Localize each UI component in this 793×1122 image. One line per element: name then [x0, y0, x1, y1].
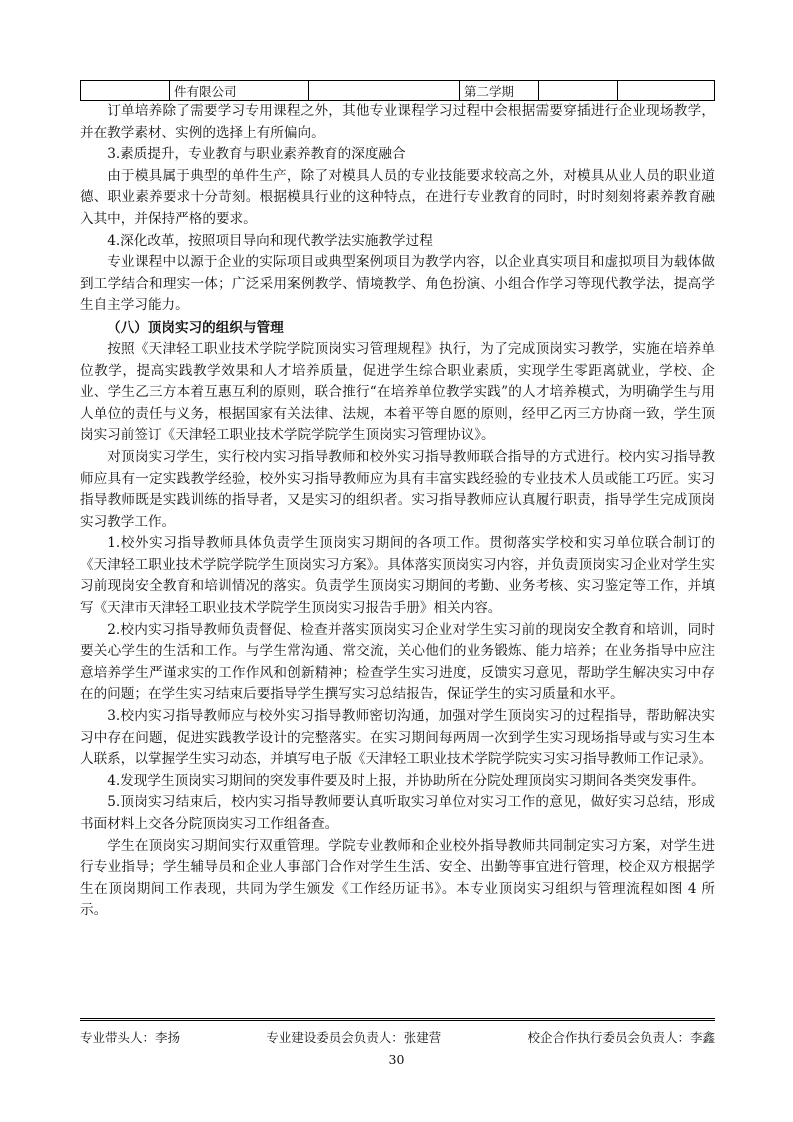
- table-cell: 第二学期: [460, 81, 539, 101]
- paragraph: 对顶岗实习学生，实行校内实习指导教师和校外实习指导教师联合指导的方式进行。校内实习指导教师应具有一定实践教学经验，校外实习指导教师应为具有丰富实践经验的专业技术人员或能工巧匠。实习指导教师既是实践训练的指导者，又是实习的组织者。实习指导教师应认真履行职责，指导学生完成顶岗实习教学工作。: [80, 448, 715, 530]
- paragraph: 1.校外实习指导教师具体负责学生顶岗实习期间的各项工作。贯彻落实学校和实习单位联合制订的《天津轻工职业技术学院学院学生顶岗实习方案》。具体落实顶岗实习内容，并负责顶岗实习企业对学生实习前现岗安全教育和培训情况的落实。负责学生顶岗实习期间的考勤、业务考核、实习鉴定等工作，并填写《天津市天津轻工职业技术学院学生顶岗实习报告手册》相关内容。: [80, 535, 715, 617]
- table-cell: 件有限公司: [170, 81, 309, 101]
- footer-leader: 专业带头人：李扬: [80, 1030, 181, 1045]
- section-heading: （八）顶岗实习的组织与管理: [107, 319, 284, 336]
- footer-divider: [80, 1018, 715, 1021]
- page-number: 30: [388, 1052, 405, 1067]
- paragraph: 4.发现学生顶岗实习期间的突发事件要及时上报，并协助所在分院处理顶岗实习期间各类突发事件。: [107, 772, 705, 789]
- paragraph: 3.素质提升，专业教育与职业素养教育的深度融合: [107, 146, 406, 163]
- paragraph: 订单培养除了需要学习专用课程之外，其他专业课程学习过程中会根据需要穿插进行企业现场教学，并在教学素材、实例的选择上有所偏向。: [80, 103, 715, 141]
- footer-signatures: [80, 1028, 715, 1046]
- paragraph: 3.校内实习指导教师应与校外实习指导教师密切沟通，加强对学生顶岗实习的过程指导，帮助解决实习中存在问题，促进实践教学设计的完整落实。在实习期间每两周一次到学生实习现场指导或与实习生本人联系，以掌握学生实习动态，并填写电子版《天津轻工职业技术学院学院实习实习指导教师工作记录》。: [80, 708, 715, 768]
- body-text: [80, 101, 715, 922]
- paragraph: 由于模具属于典型的单件生产，除了对模具人员的专业技能要求较高之外，对模具从业人员的职业道德、职业素养要求十分苛刻。根据模具行业的这种特点，在进行专业教育的同时，时时刻刻将素养教育融入其中，并保持严格的要求。: [80, 167, 715, 227]
- paragraph: 4.深化改革，按照项目导向和现代教学法实施教学过程: [107, 232, 433, 249]
- table-cell: [81, 81, 170, 101]
- paragraph: 按照《天津轻工职业技术学院学院顶岗实习管理规程》执行，为了完成顶岗实习教学，实施在培养单位教学，提高实践教学效果和人才培养质量，促进学生综合职业素质，实现学生零距离就业，学校、企业、学生乙三方本着互惠互利的原则，联合推行“在培养单位教学实践”的人才培养模式，为明确学生与用人单位的责任与义务，根据国家有关法律、法规，本着平等自愿的原则，经甲乙丙三方协商一致，学生顶岗实习前签订《天津轻工职业技术学院学院学生顶岗实习管理协议》。: [80, 340, 715, 444]
- paragraph: 2.校内实习指导教师负责督促、检查并落实顶岗实习企业对学生实习前的现岗安全教育和培训，同时要关心学生的生活和工作。与学生常沟通、常交流，关心他们的业务锻炼、能力培养；在业务指导中应注意培养学生严谨求实的工作作风和创新精神；检查学生实习进度，反馈实习意见，帮助学生解决实习中存在的问题；在学生实习结束后要指导学生撰写实习总结报告，保证学生的实习质量和水平。: [80, 621, 715, 703]
- table-cell: [539, 81, 618, 101]
- paragraph: 学生在顶岗实习期间实行双重管理。学院专业教师和企业校外指导教师共同制定实习方案，对学生进行专业指导；学生辅导员和企业人事部门合作对学生生活、安全、出勤等事宜进行管理，校企双方根据学生在顶岗期间工作表现，共同为学生颁发《工作经历证书》。本专业顶岗实习组织与管理流程如图 4 所示。: [80, 837, 715, 919]
- table-cell: [618, 81, 715, 101]
- footer-cooperation: 校企合作执行委员会负责人：李鑫: [527, 1030, 715, 1045]
- footer-committee: 专业建设委员会负责人：张建营: [266, 1030, 442, 1045]
- paragraph: 专业课程中以源于企业的实际项目或典型案例项目为教学内容，以企业真实项目和虚拟项目为载体做到工学结合和理实一体；广泛采用案例教学、情境教学、角色扮演、小组合作学习等现代教学法，提高学生自主学习能力。: [80, 254, 715, 314]
- table-fragment: [80, 80, 715, 101]
- paragraph: 5.顶岗实习结束后，校内实习指导教师要认真听取实习单位对实习工作的意见，做好实习总结，形成书面材料上交各分院顶岗实习工作组备查。: [80, 794, 715, 832]
- table-cell: [309, 81, 460, 101]
- table-row: [81, 81, 715, 101]
